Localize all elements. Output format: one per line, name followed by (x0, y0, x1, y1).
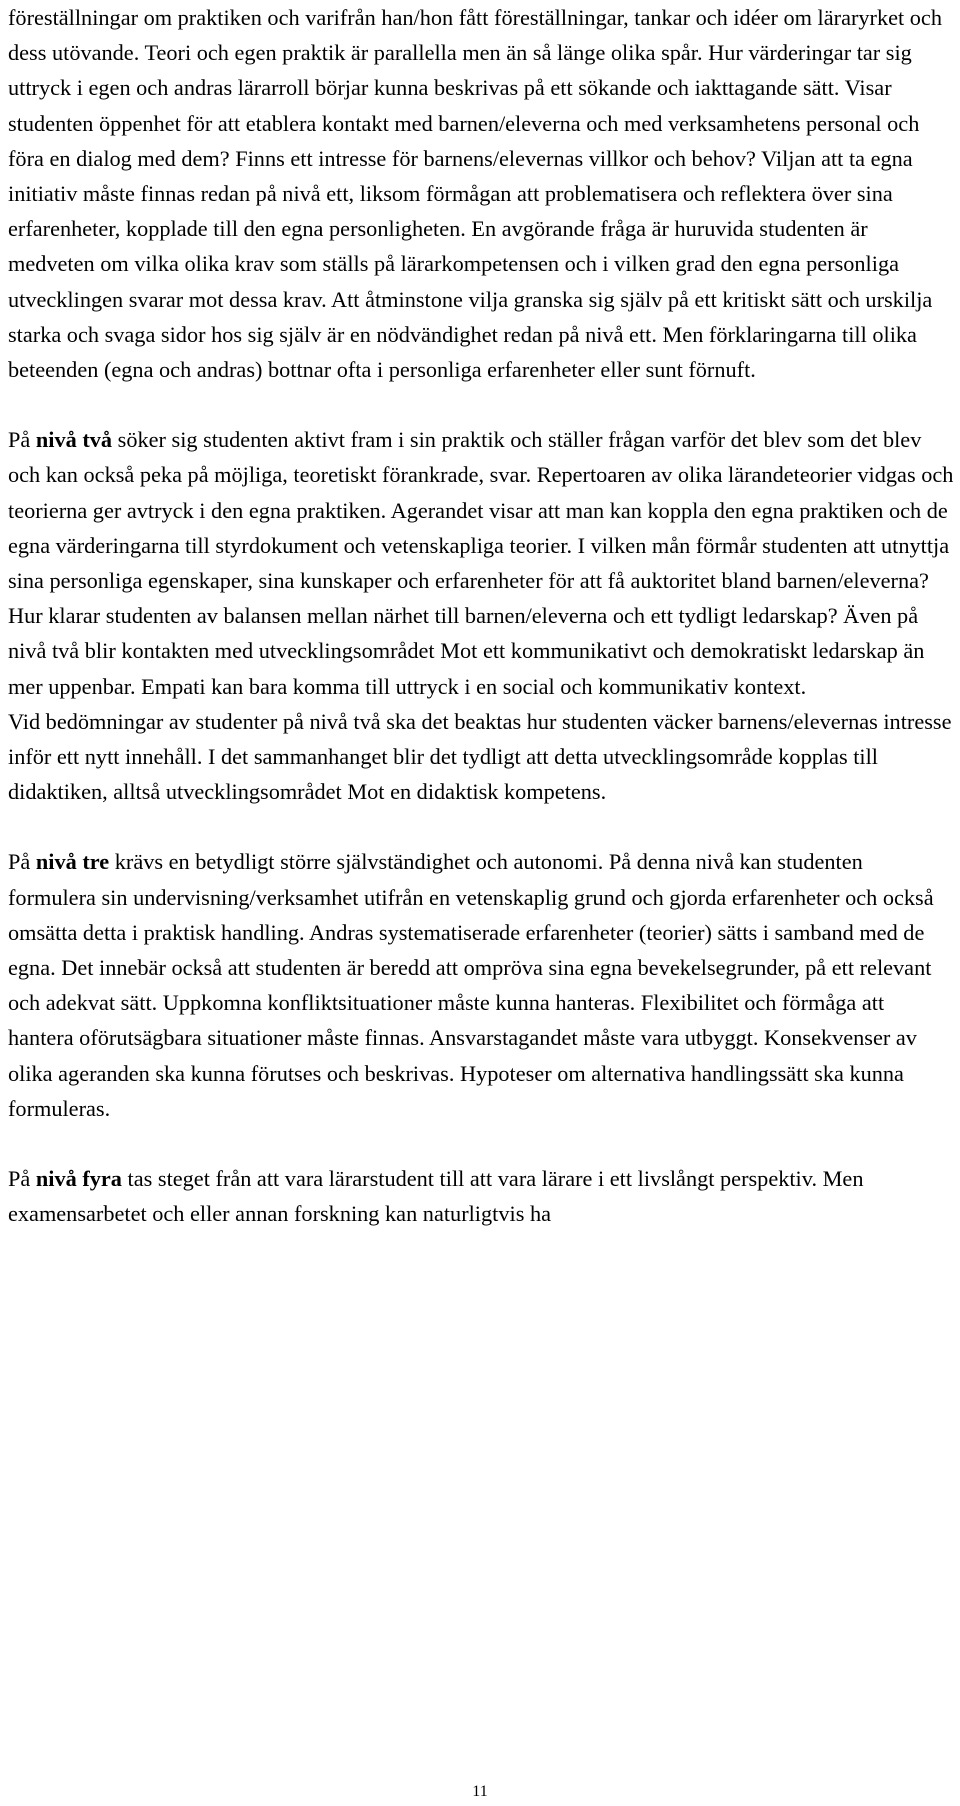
level-heading-niva-tva: nivå två (35, 427, 113, 453)
paragraph-4-niva-tre (8, 844, 954, 1126)
level-heading-niva-fyra: nivå fyra (35, 1166, 122, 1192)
paragraph-text: Vid bedömningar av studenter på nivå två ska det beaktas hur studenten väcker barnens/elevernas intresse inför ett nytt innehåll. I det sammanhanget blir det tydligt att detta utvecklingsområde kopplas till didaktiken, alltså utvecklingsområdet Mot en didaktisk kompetens. (8, 708, 952, 805)
paragraph-text: söker sig studenten aktivt fram i sin praktik och ställer frågan varför det blev som det blev och kan också peka på möjliga, teoretiskt förankrade, svar. Repertoaren av olika lärandeteorier vidgas och teorierna ger avtryck i den egna praktiken. Agerandet visar att man kan koppla den egna praktiken och de egna värderingarna till styrdokument och vetenskapliga teorier. I vilken mån förmår studenten att utnyttja sina personliga egenskaper, sina kunskaper och erfarenheter för att få auktoritet bland barnen/eleverna? Hur klarar studenten av balansen mellan närhet till barnen/eleverna och ett tydligt ledarskap? Även på nivå två blir kontakten med utvecklingsområdet Mot ett kommunikativt och demokratiskt ledarskap än mer uppenbar. Empati kan bara komma till uttryck i en social och kommunikativ kontext. (8, 427, 954, 699)
body-text (8, 0, 954, 1232)
paragraph-text: tas steget från att vara lärarstudent till att vara lärare i ett livslångt perspektiv. Men examensarbetet och eller annan forskning kan naturligtvis ha (8, 1166, 864, 1227)
paragraph-5-niva-fyra (8, 1161, 954, 1231)
page-number: 11 (472, 1783, 488, 1800)
paragraph-lead: På (8, 849, 36, 875)
paragraph-text: föreställningar om praktiken och varifrån han/hon fått föreställningar, tankar och idéer om läraryrket och dess utövande. Teori och egen praktik är parallella men än så länge olika spår. Hur värderingar tar sig uttryck i egen och andras lärarroll börjar kunna beskrivas på ett sökande och iakttagande sätt. Visar studenten öppenhet för att etablera kontakt med barnen/eleverna och med verksamhetens personal och föra en dialog med dem? Finns ett intresse för barnens/elevernas villkor och behov? Viljan att ta egna initiativ måste finnas redan på nivå ett, liksom förmågan att problematisera och reflektera över sina erfarenheter, kopplade till den egna personligheten. En avgörande fråga är huruvida studenten är medveten om vilka olika krav som ställs på lärarkompetensen och i vilken grad den egna personliga utvecklingen svarar mot dessa krav. Att åtminstone vilja granska sig själv på ett kritiskt sätt och urskilja starka och svaga sidor hos sig själv är en nödvändighet redan på nivå ett. Men förklaringarna till olika beteenden (egna och andras) bottnar ofta i personliga erfarenheter eller sunt förnuft. (8, 5, 942, 383)
paragraph-lead: På (8, 427, 36, 453)
level-heading-niva-tre: nivå tre (35, 849, 110, 875)
paragraph-lead: På (8, 1166, 36, 1192)
paragraph-1 (8, 0, 954, 387)
paragraph-text: krävs en betydligt större självständighet och autonomi. På denna nivå kan studenten formulera sin undervisning/verksamhet utifrån en vetenskaplig grund och gjorda erfarenheter och också omsätta detta i praktisk handling. Andras systematiserade erfarenheter (teorier) sätts i samband med de egna. Det innebär också att studenten är beredd att ompröva sina egna bevekelsegrunder, på ett relevant och adekvat sätt. Uppkomna konfliktsituationer måste kunna hanteras. Flexibilitet och förmåga att hantera oförutsägbara situationer måste finnas. Ansvarstagandet måste vara utbyggt. Konsekvenser av olika ageranden ska kunna förutses och beskrivas. Hypoteser om alternativa handlingssätt ska kunna formuleras. (8, 849, 934, 1121)
paragraph-2-niva-tva (8, 422, 954, 704)
paragraph-3 (8, 704, 954, 810)
